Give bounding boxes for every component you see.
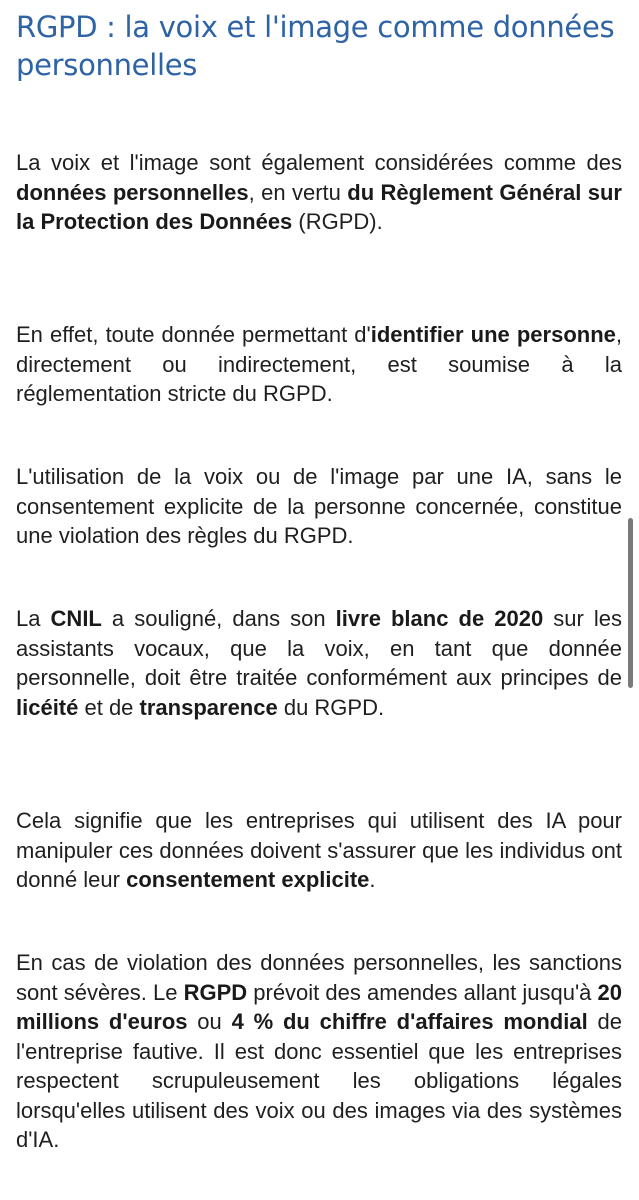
body-text: de l'entreprise fautive. Il est donc essentiel que les entreprises respectent scrupuleusement les obligations légales lorsqu'elles utilisent des voix ou des images via des systèmes d'IA. [16,1009,622,1152]
body-text: Cela signifie que les entreprises qui utilisent des IA pour manipuler ces données doivent s'assurer que les individus ont donné leur [16,808,622,892]
body-text: prévoit des amendes allant jusqu'à [247,979,598,1005]
emphasis-text: consentement explicite [126,867,370,892]
article [16,8,622,1152]
emphasis-text: du Règlement Général sur la Protection des Données [16,179,622,234]
body-text: du RGPD. [277,694,385,720]
emphasis-text: 20 millions d'euros [16,979,622,1034]
body-text: . [369,867,376,892]
emphasis-text: RGPD [183,979,248,1005]
body-text: sur les assistants vocaux, que la voix, en tant que donnée personnelle, doit être traitée conformément aux principes de [16,606,622,690]
scrollbar-thumb[interactable] [628,518,633,688]
paragraph-1 [16,148,622,237]
body-text: (RGPD). [292,209,383,234]
body-text: , en vertu [248,179,348,205]
body-text: , directement ou indirectement, est soumise à la réglementation stricte du RGPD. [16,322,622,406]
emphasis-text: CNIL [50,606,102,631]
body-text: La voix et l'image sont également considérées comme des [16,150,622,175]
paragraph-4 [16,604,622,722]
paragraph-5 [16,806,622,895]
body-text: En effet, toute donnée permettant d' [16,322,371,347]
paragraph-6 [16,948,622,1155]
body-text: La [16,606,51,631]
emphasis-text: livre blanc de 2020 [335,606,544,631]
body-text: En cas de violation des données personnelles, les sanctions sont sévères. Le [16,950,622,1005]
body-text: L'utilisation de la voix ou de l'image par une IA, sans le consentement explicite de la personne concernée, constitue une violation des règles du RGPD. [16,464,622,548]
emphasis-text: transparence [139,694,278,720]
body-text: ou [187,1009,232,1034]
emphasis-text: identifier une personne [370,322,616,347]
emphasis-text: 4 % du chiffre d'affaires mondial [231,1009,588,1034]
emphasis-text: données personnelles [16,179,249,205]
emphasis-text: licéité [16,694,79,720]
body-text: et de [78,694,140,720]
body-text: a souligné, dans son [101,606,336,631]
article-title: RGPD : la voix et l'image comme données personnelles [16,10,615,82]
paragraph-2 [16,320,622,409]
paragraph-3 [16,462,622,551]
